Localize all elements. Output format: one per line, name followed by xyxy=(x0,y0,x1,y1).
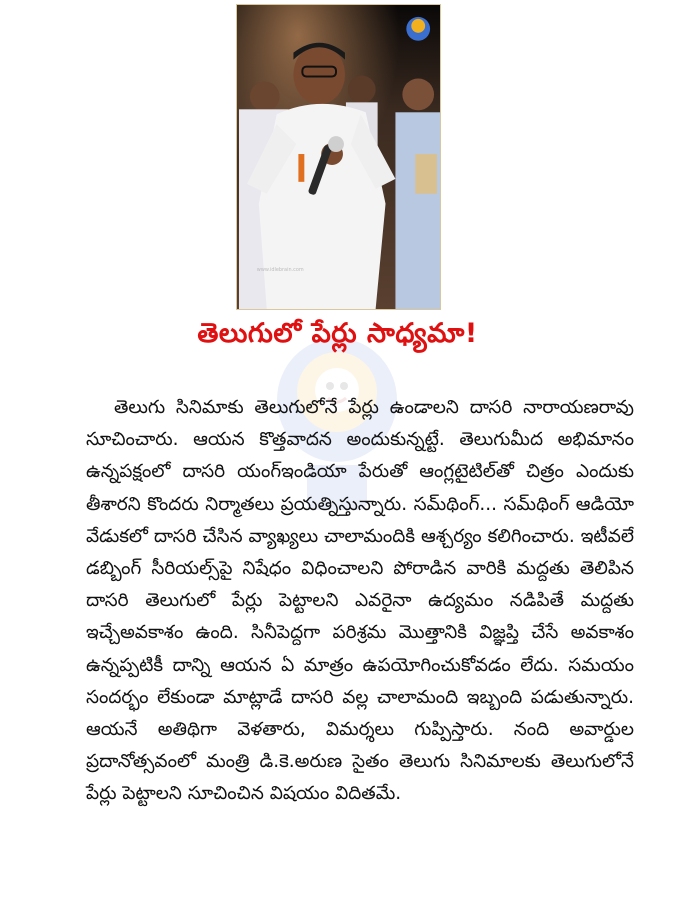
headline: తెలుగులో పేర్లు సాధ్యమా! xyxy=(197,318,478,349)
svg-text:www.idlebrain.com: www.idlebrain.com xyxy=(256,267,304,274)
article-body: తెలుగు సినిమాకు తెలుగులోనే పేర్లు ఉండాలని దాసరి నారాయణరావు సూచించారు. ఆయన కొత్తవాదన అందుకున్నట్టే. తెలుగుమీద అభిమానం ఉన్నపక్షంలో దాసరి యంగ్ఇండియా పేరుతో ఆంగ్లటైటిల్‌తో చిత్రం ఎందుకు తీశారని కొందరు నిర్మాతలు ప్రయత్నిస్తున్నారు. సమ్‌థింగ్... సమ్‌థింగ్ ఆడియో వేడుకలో దాసరి చేసిన వ్యాఖ్యలు చాలామందికి ఆశ్చర్యం కలిగించారు. ఇటీవలే డబ్బింగ్ సీరియల్స్‌పై నిషేధం విధించాలని పోరాడిన వారికి మద్దతు తెలిపిన దాసరి తెలుగులో పేర్లు పెట్టాలని ఎవరైనా ఉద్యమం నడిపితే మద్దతు ఇచ్చేఅవకాశం ఉంది. సినీపెద్దగా పరిశ్రమ మొత్తానికి విజ్ఞప్తి చేసే అవకాశం ఉన్నప్పటికీ దాన్ని ఆయన ఏ మాత్రం ఉపయోగించుకోవడం లేదు. సమయం సందర్భం లేకుండా మాట్లాడే దాసరి వల్ల చాలామంది ఇబ్బంది పడుతున్నారు. ఆయనే అతిథిగా వెళతారు, విమర్శలు గుప్పిస్తారు. నంది అవార్డుల ప్రదానోత్సవంలో మంత్రి డి.కె.అరుణ సైతం తెలుగు సినిమాలకు తెలుగులోనే పేర్లు పెట్టాలని సూచించిన విషయం విదితమే. xyxy=(86,397,634,805)
idlebrain-logo-icon xyxy=(406,17,430,41)
article-photo xyxy=(236,4,441,310)
